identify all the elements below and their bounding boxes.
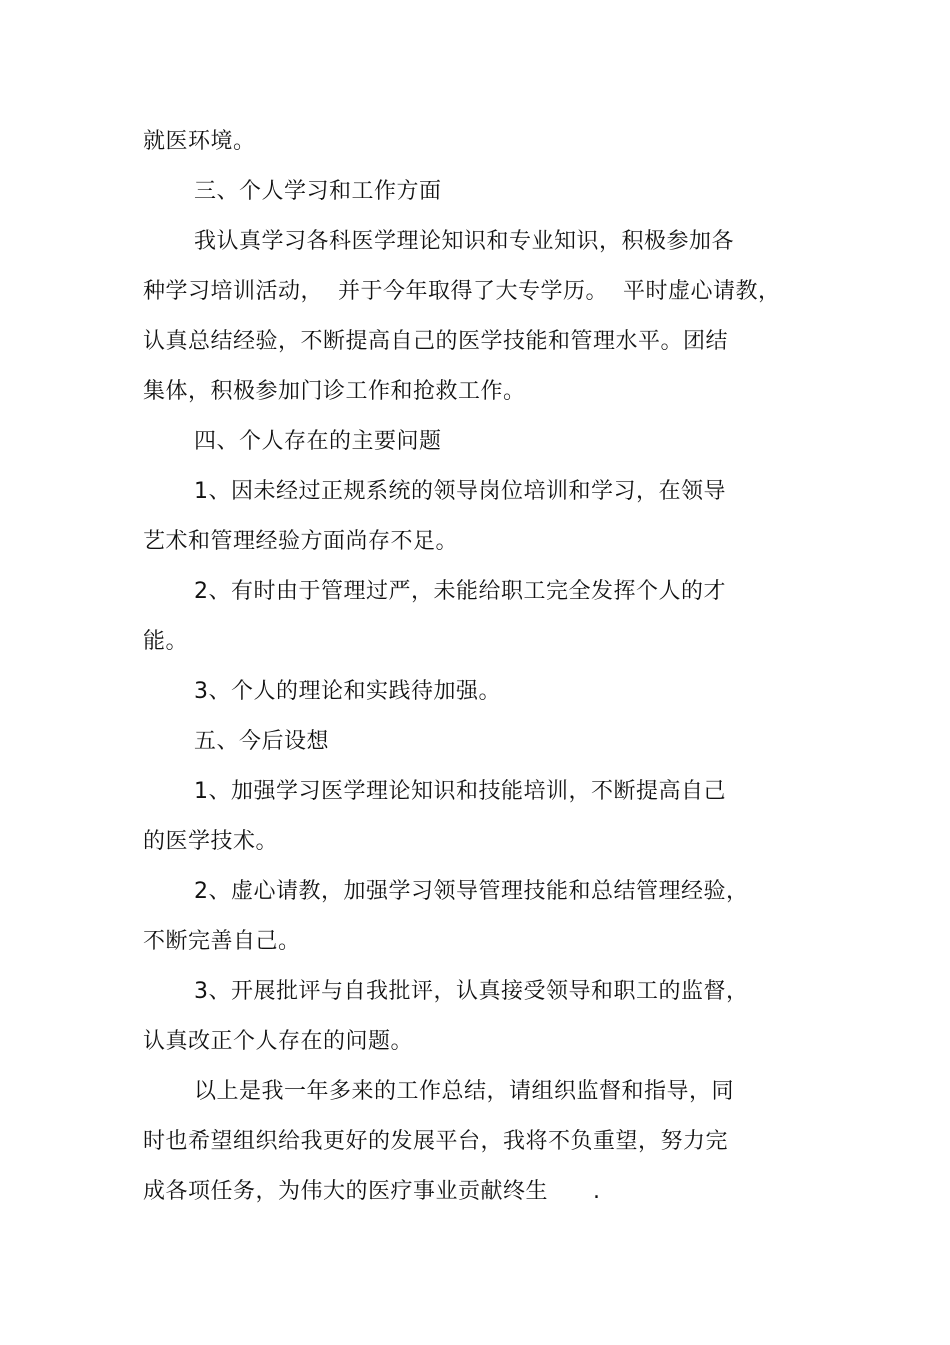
text-line: 时也希望组织给我更好的发展平台，我将不负重望，努力完 xyxy=(143,1129,729,1154)
text-line: 成各项任务，为伟大的医疗事业贡献终生 . xyxy=(143,1179,601,1204)
list-item: 3、个人的理论和实践待加强。 xyxy=(194,679,501,704)
text-line: 集体，积极参加门诊工作和抢救工作。 xyxy=(143,379,526,404)
list-item: 2、有时由于管理过严，未能给职工完全发挥个人的才 xyxy=(194,579,726,604)
list-item: 1、因未经过正规系统的领导岗位培训和学习，在领导 xyxy=(194,479,726,504)
text-line: 艺术和管理经验方面尚存不足。 xyxy=(143,529,459,554)
text-line: 我认真学习各科医学理论知识和专业知识，积极参加各 xyxy=(194,229,735,254)
text-line: 就医环境。 xyxy=(143,129,256,154)
text-line: 认真总结经验，不断提高自己的医学技能和管理水平。团结 xyxy=(143,329,729,354)
list-item: 3、开展批评与自我批评，认真接受领导和职工的监督， xyxy=(194,979,749,1004)
text-line: 认真改正个人存在的问题。 xyxy=(143,1029,414,1054)
section-heading: 五、今后设想 xyxy=(194,729,330,754)
text-line: 能。 xyxy=(143,629,189,654)
text-line: 以上是我一年多来的工作总结，请组织监督和指导，同 xyxy=(194,1079,735,1104)
text-line: 种学习培训活动， 并于今年取得了大专学历。 平时虚心请教， xyxy=(143,279,781,304)
text-line: 不断完善自己。 xyxy=(143,929,301,954)
list-item: 1、加强学习医学理论知识和技能培训，不断提高自己 xyxy=(194,779,726,804)
text-line: 的医学技术。 xyxy=(143,829,279,854)
section-heading: 三、个人学习和工作方面 xyxy=(194,179,442,204)
section-heading: 四、个人存在的主要问题 xyxy=(194,429,442,454)
list-item: 2、虚心请教，加强学习领导管理技能和总结管理经验， xyxy=(194,879,749,904)
